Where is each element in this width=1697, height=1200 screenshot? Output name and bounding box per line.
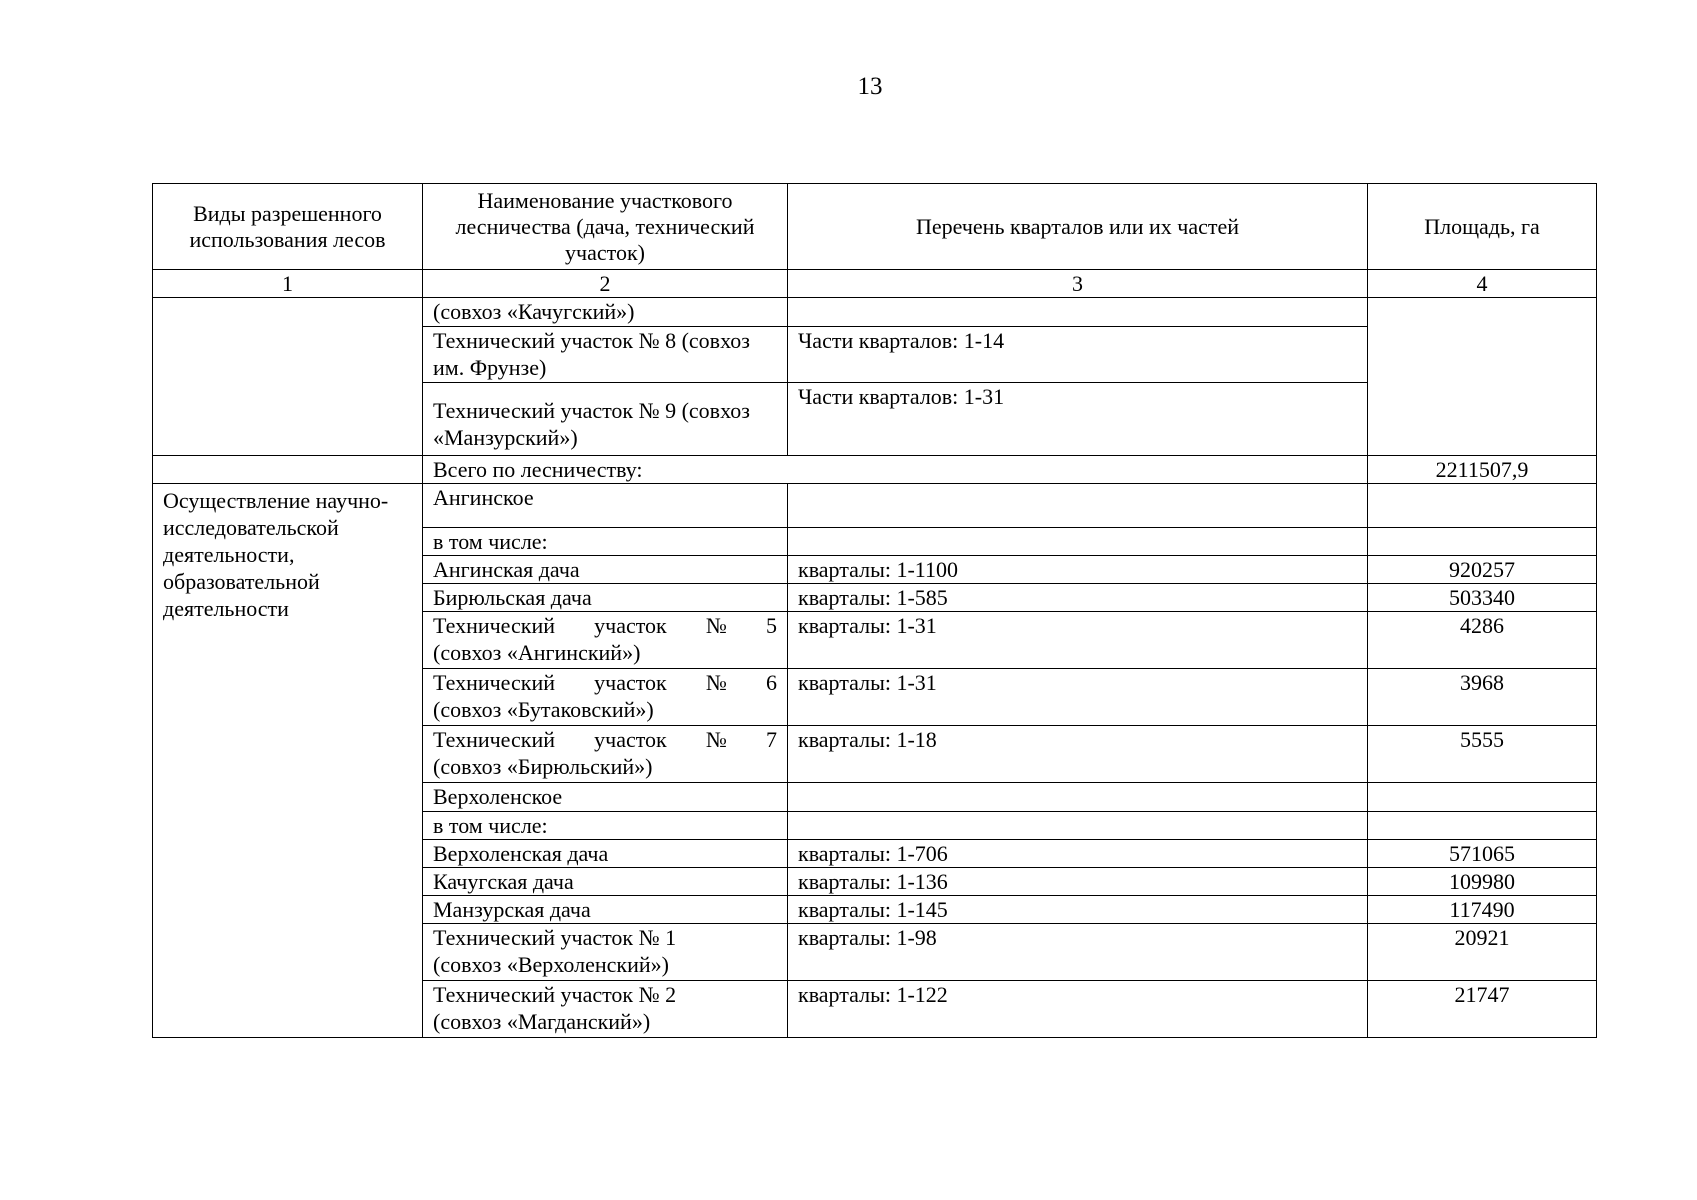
quarters-cell [788,783,1368,812]
area-cell: 3968 [1368,669,1597,726]
forest-use-table [152,183,1597,1038]
area-cell: 117490 [1368,896,1597,924]
quarters-cell: кварталы: 1-136 [788,868,1368,896]
use-type-cell-empty [153,298,423,456]
name-word: участок [594,613,667,638]
total-label: Всего по лесничеству: [423,456,1368,484]
quarters-cell [788,298,1368,327]
forestry-name-cell: Технический участок № 9 (совхоз «Манзурский») [423,383,788,456]
quarters-cell [788,812,1368,840]
quarters-cell: кварталы: 1-31 [788,669,1368,726]
name-word: Технический [433,727,555,752]
area-cell: 21747 [1368,981,1597,1038]
forestry-name-cell [423,726,788,783]
forestry-name-cell: Бирюльская дача [423,584,788,612]
name-word: Технический [433,613,555,638]
name-line-2: (совхоз «Магданский») [433,1009,651,1034]
name-line-2: (совхоз «Верхоленский») [433,952,669,977]
name-line-2: (совхоз «Бирюльский») [433,754,653,779]
area-cell: 109980 [1368,868,1597,896]
quarters-cell: кварталы: 1-98 [788,924,1368,981]
column-number-row [153,270,1597,298]
name-word: 6 [765,670,777,695]
column-number: 3 [788,270,1368,298]
quarters-cell: кварталы: 1-122 [788,981,1368,1038]
area-cell [1368,484,1597,528]
quarters-cell: кварталы: 1-145 [788,896,1368,924]
quarters-cell: кварталы: 1-18 [788,726,1368,783]
forestry-name-cell [423,924,788,981]
header-quarters: Перечень кварталов или их частей [788,184,1368,270]
header-row [153,184,1597,270]
forestry-name-cell: в том числе: [423,528,788,556]
forestry-name-cell: Ангинское [423,484,788,528]
forestry-name-cell: (совхоз «Качугский») [423,298,788,327]
area-cell: 571065 [1368,840,1597,868]
area-cell: 920257 [1368,556,1597,584]
forestry-name-cell [423,981,788,1038]
area-cell-empty [1368,298,1597,456]
area-cell: 5555 [1368,726,1597,783]
name-line-1: Технический участок № 2 [433,982,677,1007]
area-cell [1368,528,1597,556]
quarters-cell: кварталы: 1-585 [788,584,1368,612]
forestry-name-cell: Технический участок № 8 (совхоз им. Фрунзе) [423,327,788,383]
quarters-cell [788,484,1368,528]
forestry-name-cell: Качугская дача [423,868,788,896]
forestry-name-cell: Верхоленская дача [423,840,788,868]
forestry-name-cell [423,612,788,669]
quarters-cell: Части кварталов: 1-14 [788,327,1368,383]
use-type-cell: Осуществление научно-исследовательской деятельности, образовательной деятельности [153,484,423,1038]
name-word: Технический [433,670,555,695]
column-number: 2 [423,270,788,298]
forestry-name-cell [423,669,788,726]
name-word: № [705,613,727,638]
forestry-name-cell: Манзурская дача [423,896,788,924]
quarters-cell: Части кварталов: 1-31 [788,383,1368,456]
page-number: 13 [857,73,883,100]
quarters-cell: кварталы: 1-31 [788,612,1368,669]
header-use-type: Виды разрешенного использования лесов [153,184,423,270]
area-cell: 4286 [1368,612,1597,669]
header-forestry-name: Наименование участкового лесничества (дача, технический участок) [423,184,788,270]
quarters-cell: кварталы: 1-706 [788,840,1368,868]
name-word: № [705,727,727,752]
total-value: 2211507,9 [1368,456,1597,484]
column-number: 4 [1368,270,1597,298]
name-line-2: (совхоз «Бутаковский») [433,697,654,722]
forestry-name-cell: в том числе: [423,812,788,840]
area-cell: 503340 [1368,584,1597,612]
forestry-name-cell: Верхоленское [423,783,788,812]
name-line-2: (совхоз «Ангинский») [433,640,641,665]
area-cell [1368,812,1597,840]
name-word: 5 [765,613,777,638]
total-row [153,456,1597,484]
name-line-1: Технический участок № 1 [433,925,677,950]
name-word: участок [594,727,667,752]
area-cell: 20921 [1368,924,1597,981]
header-area: Площадь, га [1368,184,1597,270]
area-cell [1368,783,1597,812]
table-row [153,484,1597,528]
name-word: № [705,670,727,695]
forestry-name-cell: Ангинская дача [423,556,788,584]
quarters-cell: кварталы: 1-1100 [788,556,1368,584]
use-type-cell-empty [153,456,423,484]
quarters-cell [788,528,1368,556]
table-row [153,298,1597,327]
column-number: 1 [153,270,423,298]
name-word: 7 [765,727,777,752]
name-word: участок [594,670,667,695]
